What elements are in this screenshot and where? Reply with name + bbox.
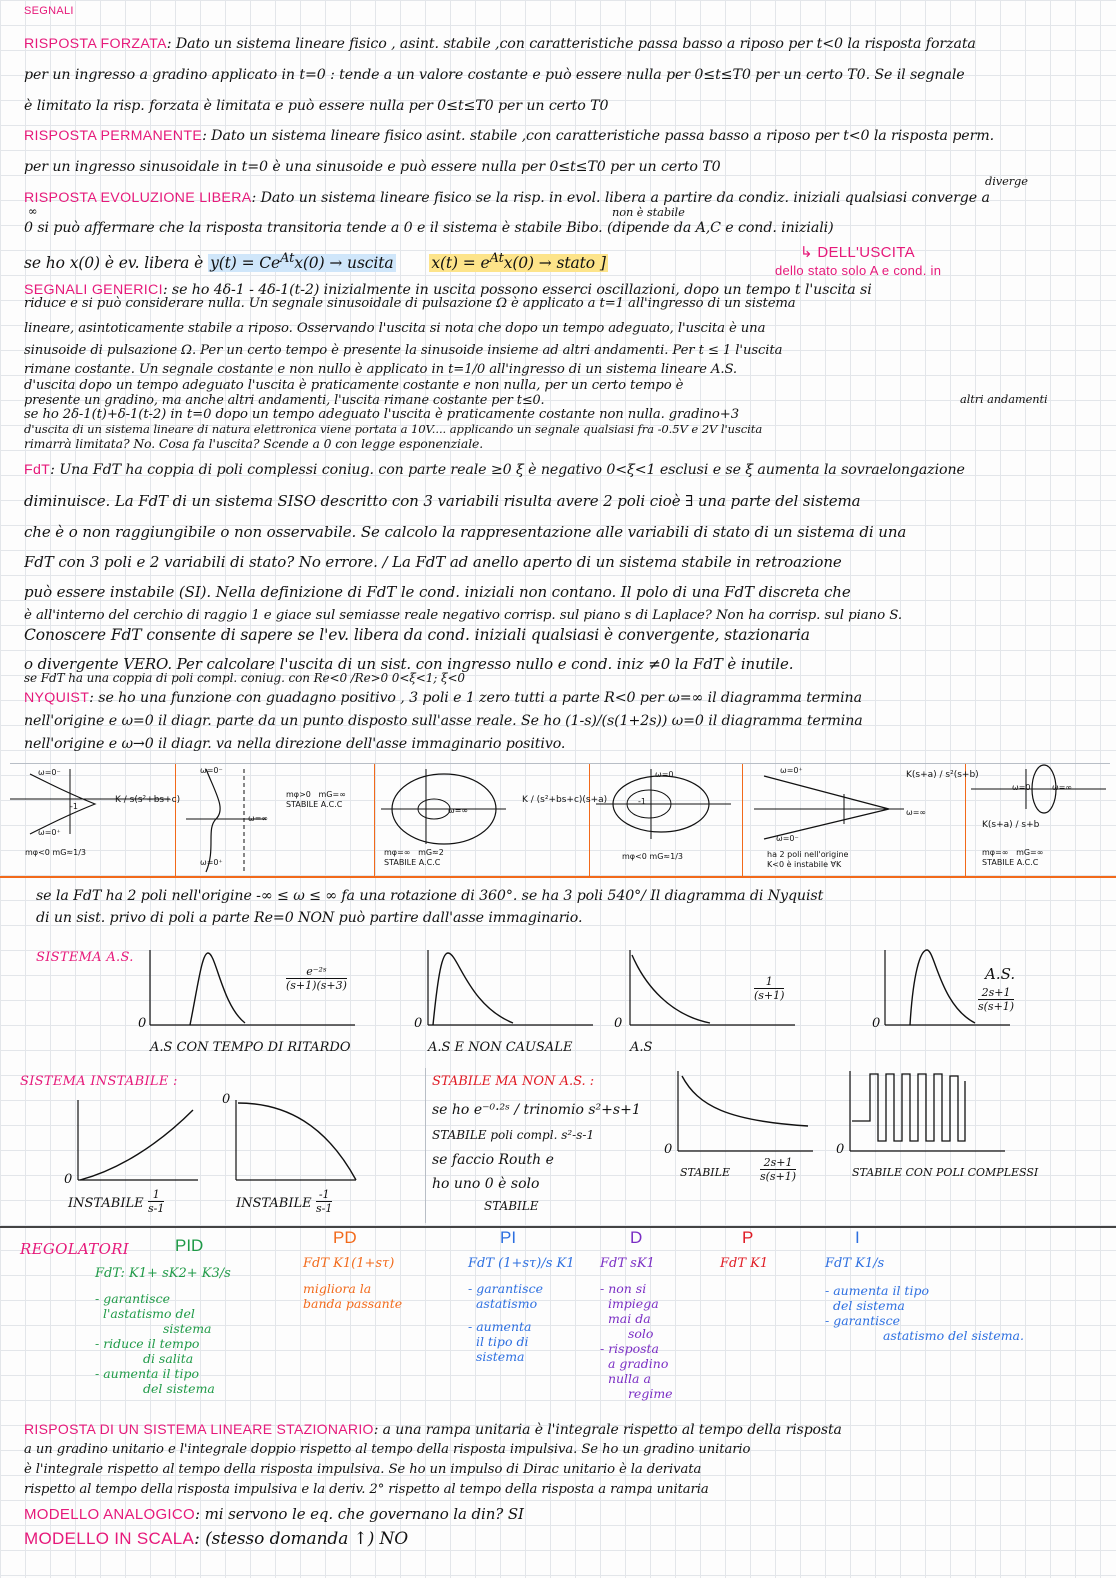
d-item-7: regime [620,1386,673,1401]
fdt-line5: è all'interno del cerchio di raggio 1 e giace sul semiasse reale negativo corrisp. sul piano s di Laplace? Non ha corrisp. sul piano S. [24,608,903,623]
pd-item-0: migliora la [303,1281,372,1296]
orange-divider [0,876,1116,878]
risposta-forzata-line3: è limitato la risp. forzata è limitata e può essere nulla per 0≤t≤T0 per un certo T0 [24,98,609,114]
segnali-generici-line0: SEGNALI GENERICI: se ho 4δ-1 - 4δ-1(t-2) inizialmente in uscita possono esserci oscillazioni, dopo un tempo t l'uscita si [24,282,872,298]
pid-column [95,1236,231,1396]
p-column [720,1228,768,1271]
panel4-caption: mφ<0 mG≈1/3 [622,852,683,861]
stabile-plot-2-zero: 0 [836,1142,845,1157]
d-item-0: - non si [600,1281,647,1296]
panel-divider-3 [589,764,590,876]
as-plot-3-zero: 0 [614,1016,623,1031]
as-plot-2 [428,945,598,1030]
panel6-tf2: K(s+a) / s+b [982,820,1040,830]
d-item-5: a gradino [600,1356,669,1371]
risposta-lineare-line3: rispetto al tempo della risposta impulsiva e la deriv. 2° rispetto al tempo della risposta a rampa unitaria [24,1482,709,1497]
instabile-plot-2-zero: 0 [222,1092,231,1107]
pid-item-1: l'astatismo del [95,1306,195,1321]
d-item-2: mai da [600,1311,651,1326]
nyquist-line3: nell'origine e ω→0 il diagr. va nella direzione dell'asse immaginario positivo. [24,736,566,752]
d-item-1: impiega [600,1296,659,1311]
instabile-plot-2 [236,1095,361,1183]
inf-note: ∞ [28,204,38,218]
d-fdt: FdT sK1 [600,1256,655,1271]
evoluzione-libera-line2: 0 si può affermare che la risposta transitoria tende a 0 e il sistema è stabile Bibo. (dipende da A,C e cond. iniziali) [24,220,834,236]
segnali-generici-line2: lineare, asintoticamente stabile a riposo. Osservando l'uscita si nota che dopo un tempo adeguato, l'uscita è una [24,321,766,336]
stabile-line0: se ho e⁻⁰·²ˢ / trinomio s²+s+1 [432,1102,641,1118]
pi-fdt: FdT (1+sτ)/s K1 [468,1256,575,1271]
i-item-1: del sistema [825,1298,905,1313]
pid-item-4: di salita [135,1351,194,1366]
panel5-w0: ω=0⁺ [780,766,803,775]
i-item-3: astatismo del sistema. [875,1328,1024,1343]
evoluzione-libera-line3: se ho x(0) è ev. libera è $y(t) = Ce^{At}x(0)$ → uscita $x(t) = e^{At}x(0)$ → stato ] [24,251,606,273]
risposta-forzata-line1: RISPOSTA FORZATA: Dato un sistema lineare fisico , asint. stabile ,con caratteristiche passa basso a riposo per t<0 la risposta forzata [24,36,976,52]
as-plot-1-tf: e⁻²ˢ (s+1)(s+3) [286,965,347,992]
pi-item-1: astatismo [468,1296,538,1311]
stabile-line4: STABILE [484,1199,539,1213]
stabile-line1: STABILE poli compl. s²-s-1 [432,1128,595,1142]
segnali-generici-line3: sinusoide di pulsazione Ω. Per un certo tempo è presente la sinusoide insieme ad altri andamenti. Per t ≤ 1 l'uscita [24,343,783,358]
panel2-caption: mφ>0 mG=∞ STABILE A.C.C [286,790,346,809]
pid-item-6: del sistema [135,1381,215,1396]
p-head: P [742,1228,754,1247]
instabile-plot-2-tf: -1 s-1 [316,1188,333,1215]
instabile-plot-1-tf: 1 s-1 [148,1188,165,1215]
pi-item-4: sistema [468,1349,525,1364]
as-plot-1-zero: 0 [138,1016,147,1031]
evoluzione-libera-line1: RISPOSTA EVOLUZIONE LIBERA: Dato un sistema lineare fisico se la risp. in evol. libera a partire da condiz. iniziali qualsiasi converge a [24,190,990,206]
panel3-tf: K / (s²+bs+c)(s+a) [522,795,608,805]
panel2-w0: ω=0⁻ [200,766,223,775]
modello-scala: MODELLO IN SCALA: (stesso domanda ↑) NO [24,1529,409,1549]
section-label: SEGNALI [24,5,74,17]
panel-divider-4 [742,764,743,876]
stabile-plot-1-zero: 0 [664,1142,673,1157]
segnali-generici-line9: rimarrà limitata? No. Cosa fa l'uscita? Scende a 0 con legge esponenziale. [24,436,484,451]
panel5-caption: ha 2 poli nell'origine K<0 è instabile ∀K [767,850,849,869]
risposta-permanente-line1: RISPOSTA PERMANENTE: Dato un sistema lineare fisico asint. stabile ,con caratteristiche passa basso a riposo per t<0 la risposta perm. [24,128,995,144]
as-plot-4-caption: A.S. [985,965,1016,983]
i-head: I [855,1228,860,1247]
stabile-plot-2-caption: STABILE CON POLI COMPLESSI [852,1166,1039,1179]
as-plot-3-caption: A.S [630,1040,653,1055]
stabile-line3: ho uno 0 è solo [432,1176,540,1192]
non-stabile-note: non è stabile [612,205,685,219]
sistema-instabile-title: SISTEMA INSTABILE : [20,1074,178,1089]
panel3-w: ω=∞ [448,806,469,815]
stabile-line2: se faccio Routh e [432,1152,554,1168]
sistema-as-title: SISTEMA A.S. [36,950,134,965]
i-column [825,1228,1024,1343]
panel6-winf: ω=∞ [1052,783,1073,792]
panel2-winf: ω=∞ [248,814,269,823]
panel6-tf: K(s+a) / s²(s+b) [906,770,979,780]
as-plot-1-caption: A.S CON TEMPO DI RITARDO [150,1040,351,1055]
stabile-plot-1-tf: 2s+1 s(s+1) [760,1156,797,1183]
panel5-w0p: ω=0⁻ [776,834,799,843]
as-plot-4-zero: 0 [872,1016,881,1031]
panel6-w0: ω=0 [1012,783,1031,792]
altri-andamenti-note: altri andamenti [960,392,1048,406]
panel1-winf: -1 [70,802,78,811]
pi-column [468,1228,574,1364]
segnali-generici-line7: se ho 2δ-1(t)+δ-1(t-2) in t=0 dopo un tempo adeguato l'uscita è praticamente costante non nulla. gradino+3 [24,407,740,422]
panel6-caption: mφ=∞ mG=∞ STABILE A.C.C [982,848,1044,867]
pid-fdt: FdT: K1+ sK2+ K3/s [95,1266,231,1281]
segnali-generici-line6: presente un gradino, ma anche altri andamenti, l'uscita rimane costante per t≤0. [24,393,545,408]
panel1-w0: ω=0⁻ [38,768,61,777]
instabile-plot-1-zero: 0 [64,1172,73,1187]
d-column [600,1228,673,1401]
panel3-caption: mφ=∞ mG≈2 STABILE A.C.C [384,848,444,867]
instabile-plot-2-caption: INSTABILE [236,1196,312,1211]
pd-head: PD [333,1228,357,1247]
instabile-plot-1-caption: INSTABILE [68,1196,144,1211]
diverge-note: diverge [985,174,1028,188]
instabile-plot-1 [78,1095,203,1183]
panel5-winf: ω=∞ [906,808,927,817]
pi-head: PI [500,1228,517,1247]
d-item-6: nulla a [600,1371,651,1386]
stabile-non-as-title: STABILE MA NON A.S. : [432,1074,595,1089]
fdt-line7: o divergente VERO. Per calcolare l'uscita di un sist. con ingresso nullo e cond. iniz ≠0 la FdT è inutile. [24,655,794,673]
risposta-forzata-line2: per un ingresso a gradino applicato in t=0 : tende a un valore costante e può essere nulla per 0≤t≤T0 per un certo T0. Se il segnale [24,67,965,83]
pid-item-5: - aumenta il tipo [95,1366,199,1381]
as-plot-2-zero: 0 [414,1016,423,1031]
segnali-generici-line1: riduce e si può considerare nulla. Un segnale sinusoidale di pulsazione Ω è applicato a t=1 all'ingresso di un sistema [24,296,796,311]
output-formula: $y(t) = Ce^{At}x(0)$ → uscita [210,251,394,273]
pi-item-0: - garantisce [468,1281,543,1296]
fdt-line8: se FdT ha una coppia di poli compl. coniug. con Re<0 /Re>0 0<ξ<1; ξ<0 [24,671,465,685]
pid-head: PID [175,1236,204,1255]
pi-item-2: - aumenta [468,1319,532,1334]
regolatori-title: REGOLATORI [20,1240,130,1258]
segnali-generici-line8: d'uscita di un sistema lineare di natura elettronica viene portata a 10V.... applicando un segnale qualsiasi fra -0.5V e 2V l'uscita [24,422,763,436]
stato-note: dello stato solo A e cond. in [775,263,942,278]
stabile-plot-1-caption: STABILE [680,1166,730,1179]
as-plot-4-tf: 2s+1 s(s+1) [978,986,1015,1013]
panel4-w0: ω=0 [655,770,674,779]
panel1-caption: mφ<0 mG≈1/3 [25,848,86,857]
fdt-line6: Conoscere FdT consente di sapere se l'ev. libera da cond. iniziali qualsiasi è convergente, stazionaria [24,626,810,644]
d-item-4: - risposta [600,1341,660,1356]
d-item-3: solo [620,1326,654,1341]
i-item-0: - aumenta il tipo [825,1283,929,1298]
panel1-tf: K / s(s²+bs+c) [115,795,181,805]
as-plot-2-caption: A.S E NON CAUSALE [428,1040,573,1055]
panel1-w0p: ω=0⁺ [38,828,61,837]
p-fdt: FdT K1 [720,1256,769,1271]
as-plot-3-tf: 1 (s+1) [754,975,785,1002]
stabile-plot-1 [678,1066,818,1156]
pd-fdt: FdT K1(1+sτ) [303,1256,395,1271]
uscita-note: ↳ DELL'USCITA [800,244,915,261]
pi-item-3: il tipo di [468,1334,529,1349]
pid-item-3: - riduce il tempo [95,1336,200,1351]
state-formula: $x(t) = e^{At}x(0)$ → stato ] [431,251,606,273]
pd-column [303,1228,402,1311]
risposta-lineare-line1: a un gradino unitario e l'integrale doppio rispetto al tempo della risposta impulsiva. Se ho un gradino unitario [24,1442,751,1457]
pd-item-1: banda passante [303,1296,403,1311]
panel-divider-2 [374,764,375,876]
nyquist-line2: nell'origine e ω=0 il diagr. parte da un punto disposto sull'asse reale. Se ho (1-s)/(s(1+2s)) ω=0 il diagramma termina [24,713,863,729]
fdt-line2: che è o non raggiungibile o non osservabile. Se calcolo la rappresentazione alle variabili di stato di un sistema di una [24,523,907,541]
risposta-lineare-line2: è l'integrale rispetto al tempo della risposta impulsiva. Se ho un impulso di Dirac unitario è la derivata [24,1462,702,1477]
rotazione-line1: se la FdT ha 2 poli nell'origine -∞ ≤ ω ≤ ∞ fa una rotazione di 360°. se ha 3 poli 540°/ Il diagramma di Nyquist [36,888,824,904]
modello-analogico: MODELLO ANALOGICO: mi servono le eq. che governano la din? SI [24,1505,524,1523]
risposta-lineare-line0: RISPOSTA DI UN SISTEMA LINEARE STAZIONARIO: a una rampa unitaria è l'integrale rispetto al tempo della risposta [24,1421,842,1438]
risposta-permanente-line2: per un ingresso sinusoidale in t=0 è una sinusoide e può essere nulla per 0≤t≤T0 per un certo T0 [24,159,721,175]
i-fdt: FdT K1/s [825,1256,885,1271]
i-item-2: - garantisce [825,1313,900,1328]
fdt-line0: FdT: Una FdT ha coppia di poli complessi coniug. con parte reale ≥0 ξ è negativo 0<ξ<1 esclusi e se ξ aumenta la sovraelongazione [24,462,965,478]
fdt-line1: diminuisce. La FdT di un sistema SISO descritto con 3 variabili risulta avere 2 poli cioè ∃ una parte del sistema [24,492,861,510]
segnali-generici-line5: d'uscita dopo un tempo adeguato l'uscita è praticamente costante e non nulla, per un certo tempo è [24,378,684,393]
nyquist-line1: NYQUIST: se ho una funzione con guadagno positivo , 3 poli e 1 zero tutti a parte R<0 per ω=∞ il diagramma termina [24,690,862,706]
stabile-plot-2 [850,1066,1010,1156]
rotazione-line2: di un sist. privo di poli a parte Re=0 NON può partire dall'asse immaginario. [36,910,583,926]
panel4-winf: -1 [638,797,646,806]
pid-item-2: sistema [155,1321,212,1336]
nyquist-plot-1 [10,764,175,876]
stabile-divider [425,1068,426,1223]
fdt-line4: può essere instabile (SI). Nella definizione di FdT le cond. iniziali non contano. Il polo di una FdT discreta che [24,583,851,601]
d-head: D [630,1228,643,1247]
panel2-w0p: ω=0⁺ [200,858,223,867]
segnali-generici-line4: rimane costante. Un segnale costante e non nullo è applicato in t=1/0 all'ingresso di un sistema lineare A.S. [24,362,737,377]
pid-item-0: - garantisce [95,1291,170,1306]
fdt-line3: FdT con 3 poli e 2 variabili di stato? No errore. / La FdT ad anello aperto di un sistema stabile in retroazione [24,553,842,571]
